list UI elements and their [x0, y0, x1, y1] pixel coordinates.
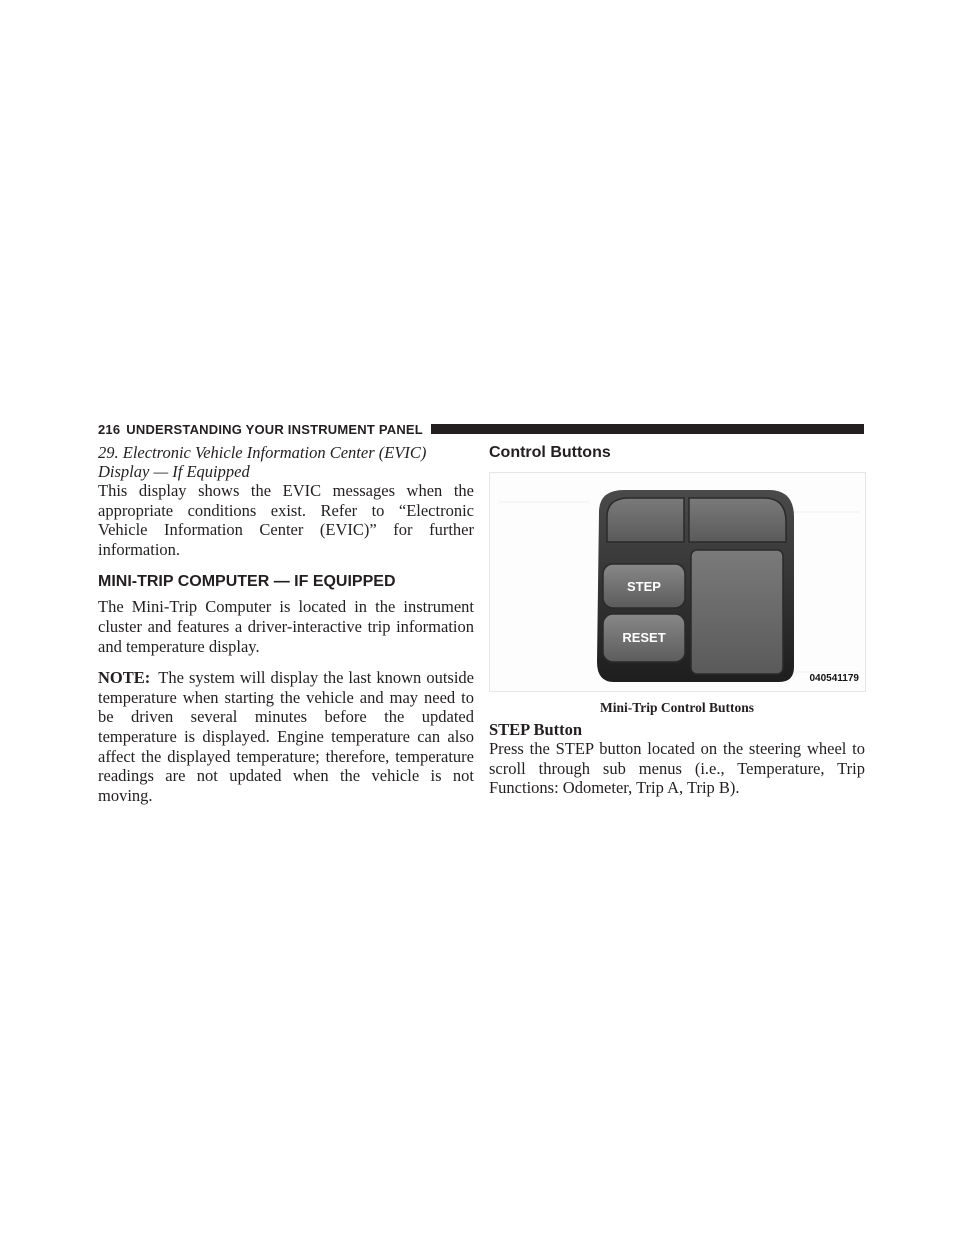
evic-heading-line1: 29. Electronic Vehicle Information Center (EVIC) — [98, 443, 427, 462]
control-buttons-illustration — [489, 472, 865, 690]
display-panel — [691, 550, 783, 674]
step-button-heading: STEP Button — [489, 720, 583, 739]
left-column — [98, 443, 474, 805]
section-title: UNDERSTANDING YOUR INSTRUMENT PANEL — [126, 421, 423, 437]
reset-label: RESET — [622, 630, 666, 645]
control-buttons-heading: Control Buttons — [489, 444, 611, 461]
note-text: The system will display the last known outside temperature when starting the vehicle and may need to be driven several minutes before the updated temperature is displayed. Engine temperature can also affect the displayed temperature; therefore, temperature readings are not updated when the vehicle is not moving. — [98, 668, 474, 805]
note-paragraph — [98, 668, 474, 805]
step-paragraph: Press the STEP button located on the steering wheel to scroll through sub menus (i.e., Temperature, Trip Functions: Odometer, Trip A, Trip B). — [489, 739, 865, 798]
page-header — [98, 419, 864, 439]
page-number: 216 — [98, 421, 121, 437]
figure-caption: Mini-Trip Control Buttons — [599, 700, 755, 715]
right-column — [489, 443, 865, 798]
figure-code: 040541179 — [809, 673, 859, 684]
header-rule — [431, 424, 864, 434]
top-right-button — [689, 498, 786, 542]
note-label: NOTE: — [98, 668, 151, 688]
evic-heading-line2: Display — If Equipped — [98, 462, 250, 481]
mini-trip-figure — [489, 472, 865, 694]
top-left-button — [607, 498, 684, 542]
mini-trip-heading: MINI-TRIP COMPUTER — IF EQUIPPED — [98, 573, 396, 591]
mini-trip-paragraph: The Mini-Trip Computer is located in the instrument cluster and features a driver-interactive trip information and temperature display. — [98, 597, 474, 656]
evic-heading — [98, 443, 474, 481]
step-label: STEP — [627, 579, 661, 594]
evic-paragraph: This display shows the EVIC messages when the appropriate conditions exist. Refer to “Electronic Vehicle Information Center (EVIC)” for further information. — [98, 481, 474, 559]
